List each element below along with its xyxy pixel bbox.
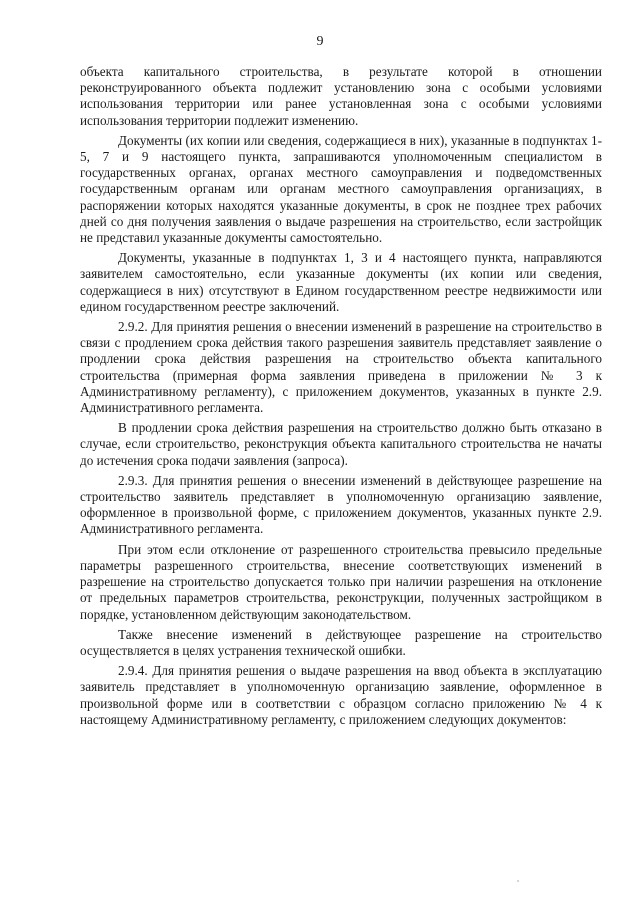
paragraph-documents-requested: Документы (их копии или сведения, содержащиеся в них), указанные в подпунктах 1-5, 7 и 9 настоящего пункта, запрашиваются уполномоченным специалистом в государственных органах, органах местного самоуправления и подведомственных государственным органам или органам местного самоуправления организациях, в распоряжении которых находятся указанные документы, в срок не позднее трех рабочих дней со дня получения заявления о выдаче разрешения на строительство, если застройщик не представил указанные документы самостоятельно. — [80, 132, 602, 246]
paragraph-deviation: При этом если отклонение от разрешенного строительства превысило предельные параметры разрешенного строительства, внесение соответствующих изменений в разрешение на строительство допускается только при наличии разрешения на отклонение от предельных параметров строительства, реконструкции, полученных застройщиком в порядке, установленном действующим законодательством. — [80, 541, 602, 622]
paragraph-extension-refusal: В продлении срока действия разрешения на строительство должно быть отказано в случае, если строительство, реконструкция объекта капитального строительства не начаты до истечения срока подачи заявления (запроса). — [80, 420, 602, 468]
paragraph-2-9-3: 2.9.3. Для принятия решения о внесении изменений в действующее разрешение на строительство заявитель представляет в уполномоченную организацию заявление, оформленное в произвольной форме, с приложением документов, указанных пункте 2.9. Административного регламента. — [80, 472, 602, 537]
page-number: 9 — [316, 34, 324, 49]
paragraph-documents-applicant: Документы, указанные в подпунктах 1, 3 и 4 настоящего пункта, направляются заявителем самостоятельно, если указанные документы (их копии или сведения, содержащиеся в них) отсутствуют в Едином государственном реестре недвижимости или едином государственном реестре заключений. — [80, 250, 602, 314]
document-body — [80, 64, 602, 728]
paragraph-2-9-4: 2.9.4. Для принятия решения о выдаче разрешения на ввод объекта в эксплуатацию заявитель представляет в уполномоченную организацию заявление, оформленное в произвольной форме или в соответствии с образцом согласно приложению № 4 к настоящему Административному регламенту, с приложением следующих документов: — [80, 663, 602, 727]
scan-speck — [517, 880, 519, 882]
paragraph-continuation: объекта капитального строительства, в результате которой в отношении реконструированного объекта подлежит установлению зона с особыми условиями использования территории или ранее установленная зона с особыми условиями использования территории подлежит изменению. — [80, 64, 602, 128]
paragraph-2-9-2: 2.9.2. Для принятия решения о внесении изменений в разрешение на строительство в связи с продлением срока действия такого разрешения заявитель представляет заявление о продлении срока действия разрешения на строительство объекта капитального строительства (примерная форма заявления приведена в приложении № 3 к Административному регламенту), с приложением документов, указанных в пункте 2.9. Административного регламента. — [80, 319, 602, 416]
paragraph-technical-error: Также внесение изменений в действующее разрешение на строительство осуществляется в целях устранения технической ошибки. — [80, 626, 602, 658]
